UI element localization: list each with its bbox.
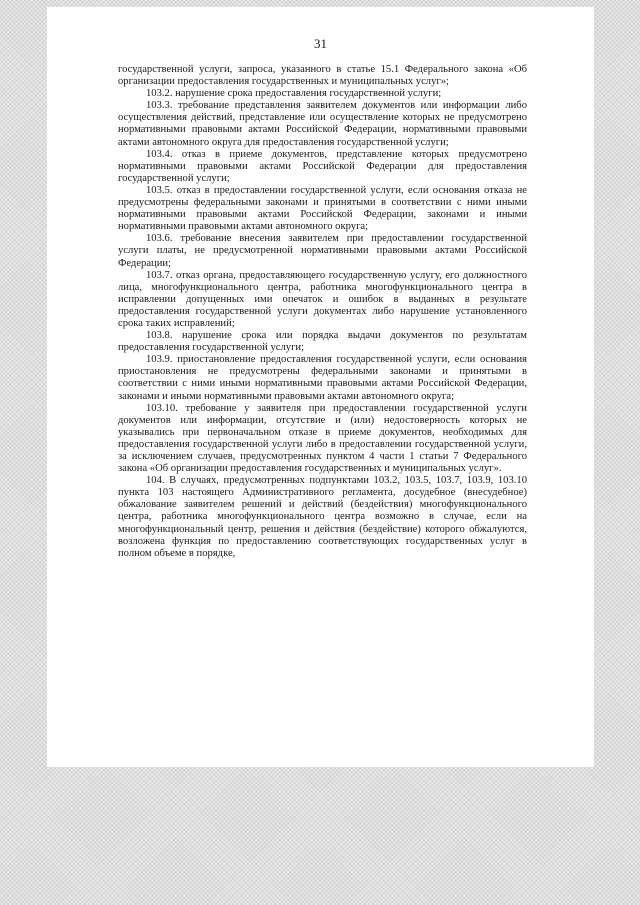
paragraph-103-3: 103.3. требование представления заявителем документов или информации либо осуществления действий, представление или осуществление которых не предусмотрено нормативными правовыми актами Российской Федерации, нормативными правовыми актами автономного округа для предоставления государственной услуги; <box>118 100 527 148</box>
paragraph-103-4: 103.4. отказ в приеме документов, представление которых предусмотрено нормативными правовыми актами Российской Федерации для предоставления государственной услуги; <box>118 148 527 184</box>
paragraph-continuation: государственной услуги, запроса, указанного в статье 15.1 Федерального закона «Об организации предоставления государственных и муниципальных услуг»; <box>118 64 527 88</box>
paragraph-103-10: 103.10. требование у заявителя при предоставлении государственной услуги документов или информации, отсутствие и (или) недостоверность которых не указывались при первоначальном отказе в приеме документов, необходимых для предоставления государственной услуги либо в предоставлении государственной услуги, за исключением случаев, предусмотренных пунктом 4 части 1 статьи 7 Федерального закона «Об организации предоставления государственных и муниципальных услуг». <box>118 402 527 475</box>
paragraph-103-5: 103.5. отказ в предоставлении государственной услуги, если основания отказа не предусмотрены федеральными законами и принятыми в соответствии с ними иными нормативными правовыми актами Российской Федерации, законами и иными нормативными правовыми актами автономного округа; <box>118 184 527 233</box>
document-body <box>118 64 527 560</box>
page-number: 31 <box>314 36 327 51</box>
paragraph-104: 104. В случаях, предусмотренных подпунктами 103.2, 103.5, 103.7, 103.9, 103.10 пункта 103 настоящего Административного регламента, досудебное (внесудебное) обжалование заявителем решений и действий (бездействия) многофункционального центра, работника многофункционального центра возможно в случае, если на многофункциональный центр, решения и действия (бездействие) которого обжалуются, возложена функция по предоставлению соответствующих государственных услуг в полном объеме в порядке, <box>118 475 527 559</box>
paragraph-103-7: 103.7. отказ органа, предоставляющего государственную услугу, его должностного лица, многофункционального центра, работника многофункционального центра в исправлении допущенных ими опечаток и ошибок в выданных в результате предоставления государственной услуги документах либо нарушение установленного срока таких исправлений; <box>118 269 527 329</box>
paragraph-103-9: 103.9. приостановление предоставления государственной услуги, если основания приостановления не предусмотрены федеральными законами и принятыми в соответствии с ними иными нормативными правовыми актами Российской Федерации, законами и иными нормативными правовыми актами автономного округа; <box>118 354 527 402</box>
paragraph-103-8: 103.8. нарушение срока или порядка выдачи документов по результатам предоставления государственной услуги; <box>118 330 527 354</box>
paragraph-103-6: 103.6. требование внесения заявителем при предоставлении государственной услуги платы, не предусмотренной нормативными правовыми актами Российской Федерации; <box>118 233 527 269</box>
paragraph-103-2: 103.2. нарушение срока предоставления государственной услуги; <box>146 88 442 100</box>
document-page <box>47 7 594 767</box>
